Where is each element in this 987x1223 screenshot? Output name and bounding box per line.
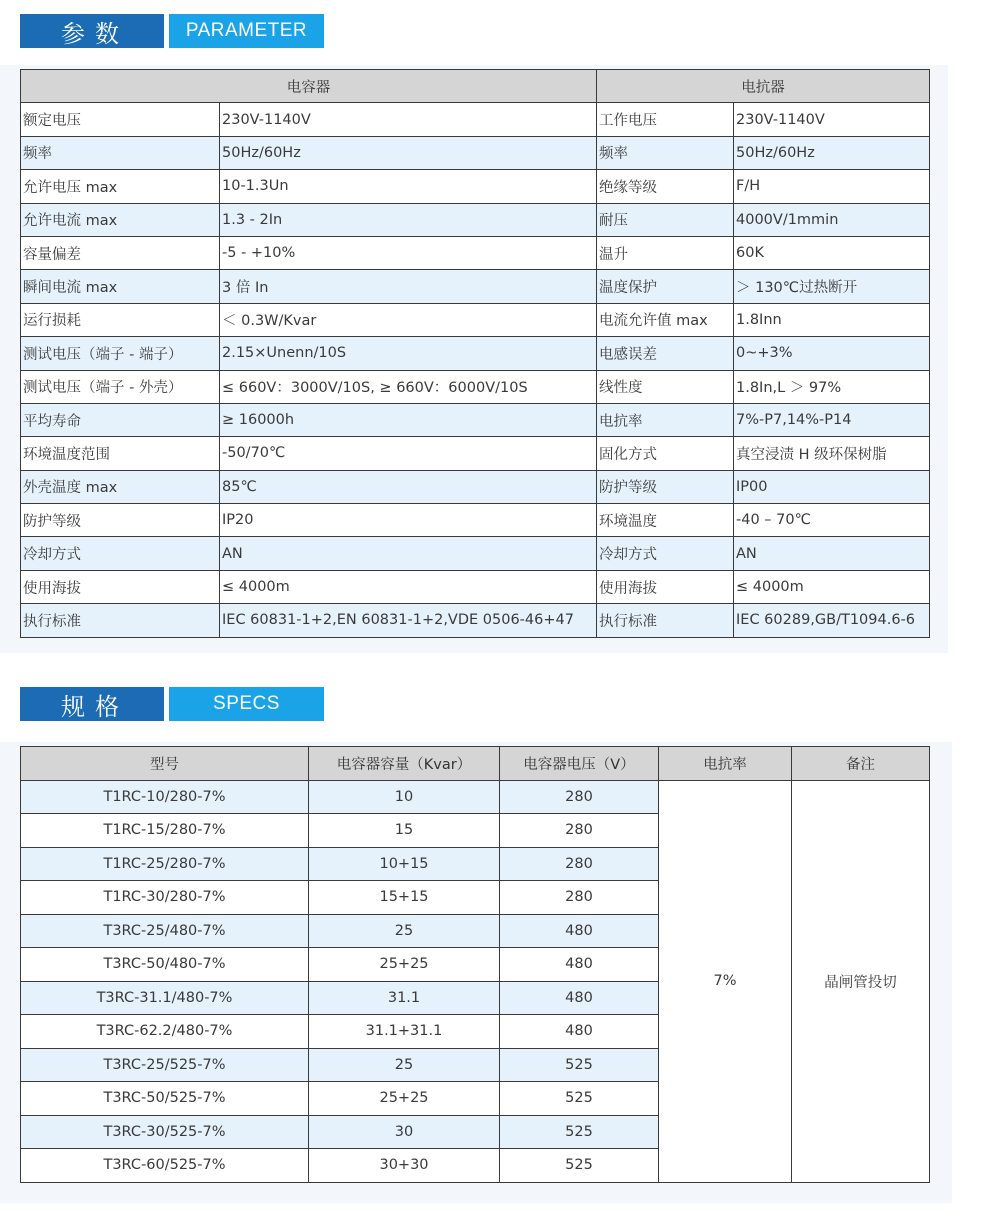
spec-model: T1RC-15/280-7%	[21, 814, 309, 848]
spec-voltage: 525	[500, 1149, 659, 1183]
reactor-param-value: ＞ 130℃过热断开	[734, 270, 930, 303]
capacitor-param-label: 防护等级	[21, 504, 220, 537]
spec-voltage: 480	[500, 1015, 659, 1049]
capacitor-param-label: 允许电压 max	[21, 170, 220, 203]
reactor-param-value: IP00	[734, 470, 930, 503]
capacitor-param-value: 1.3 - 2In	[220, 203, 597, 236]
reactor-param-value: 真空浸渍 H 级环保树脂	[734, 437, 930, 470]
reactor-param-value: ≤ 4000m	[734, 570, 930, 603]
spec-voltage: 480	[500, 981, 659, 1015]
capacitor-param-label: 冷却方式	[21, 537, 220, 570]
reactor-param-value: IEC 60289,GB/T1094.6-6	[734, 604, 930, 637]
spec-model: T3RC-50/480-7%	[21, 948, 309, 982]
capacitor-param-label: 执行标准	[21, 604, 220, 637]
spec-capacity: 15+15	[309, 881, 500, 915]
parameter-title-en: PARAMETER	[169, 14, 324, 48]
capacitor-param-value: IEC 60831-1+2,EN 60831-1+2,VDE 0506-46+47	[220, 604, 597, 637]
capacitor-param-label: 容量偏差	[21, 236, 220, 269]
spec-capacity: 31.1	[309, 981, 500, 1015]
capacitor-param-value: ≤ 660V：3000V/10S, ≥ 660V：6000V/10S	[220, 370, 597, 403]
reactor-param-label: 频率	[597, 136, 734, 169]
spec-capacity: 30+30	[309, 1149, 500, 1183]
specs-title-en: SPECS	[169, 687, 324, 721]
capacitor-param-value: 85℃	[220, 470, 597, 503]
reactor-param-value: F/H	[734, 170, 930, 203]
capacitor-param-value: 10-1.3Un	[220, 170, 597, 203]
reactor-param-label: 固化方式	[597, 437, 734, 470]
capacitor-param-label: 运行损耗	[21, 303, 220, 336]
capacitor-param-value: AN	[220, 537, 597, 570]
reactor-header: 电抗器	[597, 70, 930, 103]
parameter-row	[21, 403, 930, 436]
spec-voltage: 280	[500, 780, 659, 814]
parameter-row	[21, 437, 930, 470]
specs-title-cn: 规格	[20, 687, 164, 721]
specs-row	[21, 780, 930, 814]
spec-voltage: 525	[500, 1082, 659, 1116]
capacitor-param-value: ≤ 4000m	[220, 570, 597, 603]
spec-voltage: 480	[500, 914, 659, 948]
reactor-param-label: 防护等级	[597, 470, 734, 503]
reactor-param-label: 工作电压	[597, 103, 734, 136]
capacitor-param-label: 测试电压（端子 - 端子）	[21, 337, 220, 370]
reactor-param-label: 电流允许值 max	[597, 303, 734, 336]
reactor-param-value: 0~+3%	[734, 337, 930, 370]
capacitor-param-value: ＜ 0.3W/Kvar	[220, 303, 597, 336]
spec-capacity: 10	[309, 780, 500, 814]
parameter-row	[21, 236, 930, 269]
spec-capacity: 30	[309, 1115, 500, 1149]
specs-header-voltage: 电容器电压（V）	[500, 747, 659, 781]
reactor-param-label: 温升	[597, 236, 734, 269]
capacitor-param-value: 230V-1140V	[220, 103, 597, 136]
reactor-param-value: 1.8In,L ＞ 97%	[734, 370, 930, 403]
spec-capacity: 15	[309, 814, 500, 848]
parameter-row	[21, 370, 930, 403]
spec-model: T3RC-31.1/480-7%	[21, 981, 309, 1015]
reactor-param-label: 使用海拔	[597, 570, 734, 603]
specs-table-body	[21, 780, 930, 1182]
reactor-param-label: 冷却方式	[597, 537, 734, 570]
parameter-title-cn: 参数	[20, 14, 164, 48]
capacitor-param-label: 允许电流 max	[21, 203, 220, 236]
spec-model: T3RC-50/525-7%	[21, 1082, 309, 1116]
capacitor-param-value: 2.15×Unenn/10S	[220, 337, 597, 370]
parameter-row	[21, 504, 930, 537]
spec-voltage: 280	[500, 847, 659, 881]
reactor-param-label: 执行标准	[597, 604, 734, 637]
spec-model: T3RC-25/525-7%	[21, 1048, 309, 1082]
spec-voltage: 280	[500, 881, 659, 915]
parameter-row	[21, 136, 930, 169]
specs-header-capacity: 电容器容量（Kvar）	[309, 747, 500, 781]
capacitor-param-value: -5 - +10%	[220, 236, 597, 269]
parameter-row	[21, 170, 930, 203]
parameter-row	[21, 537, 930, 570]
capacitor-param-value: 50Hz/60Hz	[220, 136, 597, 169]
specs-header-reactance-rate: 电抗率	[659, 747, 792, 781]
reactor-param-label: 电感误差	[597, 337, 734, 370]
spec-model: T3RC-25/480-7%	[21, 914, 309, 948]
specs-table	[20, 746, 930, 1183]
reactor-param-value: AN	[734, 537, 930, 570]
reactor-param-value: -40 – 70℃	[734, 504, 930, 537]
capacitor-param-label: 环境温度范围	[21, 437, 220, 470]
spec-capacity: 25+25	[309, 1082, 500, 1116]
reactor-param-value: 50Hz/60Hz	[734, 136, 930, 169]
capacitor-param-label: 测试电压（端子 - 外壳）	[21, 370, 220, 403]
specs-header-model: 型号	[21, 747, 309, 781]
capacitor-param-label: 频率	[21, 136, 220, 169]
specs-header-remark: 备注	[792, 747, 930, 781]
spec-capacity: 10+15	[309, 847, 500, 881]
spec-model: T1RC-25/280-7%	[21, 847, 309, 881]
spec-model: T3RC-30/525-7%	[21, 1115, 309, 1149]
capacitor-param-value: 3 倍 In	[220, 270, 597, 303]
parameter-table-body	[21, 103, 930, 637]
reactor-param-label: 环境温度	[597, 504, 734, 537]
spec-voltage: 480	[500, 948, 659, 982]
spec-model: T3RC-62.2/480-7%	[21, 1015, 309, 1049]
spec-remark: 晶闸管投切	[792, 780, 930, 1182]
reactor-param-value: 4000V/1mmin	[734, 203, 930, 236]
spec-voltage: 525	[500, 1048, 659, 1082]
reactor-param-value: 1.8Inn	[734, 303, 930, 336]
parameter-row	[21, 337, 930, 370]
reactor-param-value: 230V-1140V	[734, 103, 930, 136]
spec-capacity: 25	[309, 1048, 500, 1082]
spec-reactance-rate: 7%	[659, 780, 792, 1182]
parameter-row	[21, 303, 930, 336]
capacitor-param-label: 使用海拔	[21, 570, 220, 603]
spec-model: T1RC-10/280-7%	[21, 780, 309, 814]
capacitor-param-value: -50/70℃	[220, 437, 597, 470]
spec-capacity: 25+25	[309, 948, 500, 982]
capacitor-param-label: 瞬间电流 max	[21, 270, 220, 303]
capacitor-param-label: 额定电压	[21, 103, 220, 136]
capacitor-param-value: ≥ 16000h	[220, 403, 597, 436]
capacitor-param-value: IP20	[220, 504, 597, 537]
spec-model: T1RC-30/280-7%	[21, 881, 309, 915]
reactor-param-label: 温度保护	[597, 270, 734, 303]
spec-capacity: 25	[309, 914, 500, 948]
reactor-param-value: 7%-P7,14%-P14	[734, 403, 930, 436]
parameter-row	[21, 203, 930, 236]
reactor-param-label: 绝缘等级	[597, 170, 734, 203]
capacitor-header: 电容器	[21, 70, 597, 103]
spec-capacity: 31.1+31.1	[309, 1015, 500, 1049]
parameter-row	[21, 103, 930, 136]
capacitor-param-label: 外壳温度 max	[21, 470, 220, 503]
spec-model: T3RC-60/525-7%	[21, 1149, 309, 1183]
parameter-row	[21, 470, 930, 503]
reactor-param-label: 耐压	[597, 203, 734, 236]
capacitor-param-label: 平均寿命	[21, 403, 220, 436]
spec-voltage: 525	[500, 1115, 659, 1149]
reactor-param-value: 60K	[734, 236, 930, 269]
reactor-param-label: 线性度	[597, 370, 734, 403]
parameter-table	[20, 69, 930, 638]
parameter-row	[21, 604, 930, 637]
reactor-param-label: 电抗率	[597, 403, 734, 436]
parameter-row	[21, 270, 930, 303]
spec-voltage: 280	[500, 814, 659, 848]
parameter-row	[21, 570, 930, 603]
